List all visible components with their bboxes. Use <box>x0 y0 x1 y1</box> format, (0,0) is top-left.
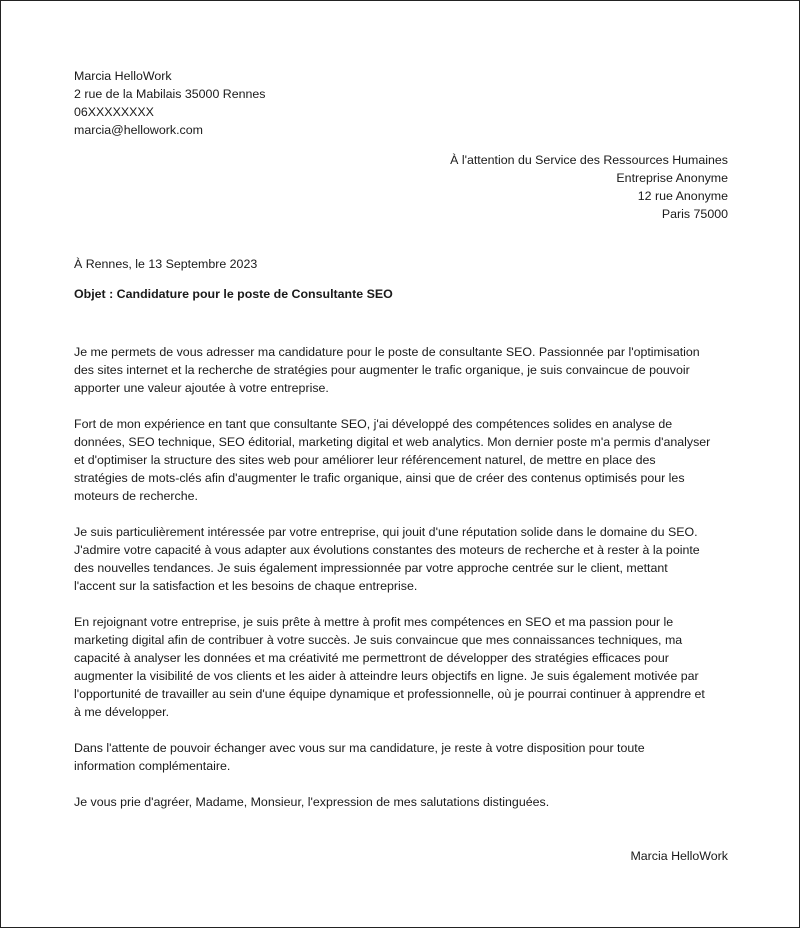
sender-name: Marcia HelloWork <box>74 69 172 83</box>
paragraph-line: stratégies de mots-clés afin d'augmenter le trafic organique, ainsi que de créer des contenus optimisés pour les <box>74 471 685 485</box>
sender-address: 2 rue de la Mabilais 35000 Rennes <box>74 87 266 101</box>
recipient-block <box>74 151 728 223</box>
recipient-city: Paris 75000 <box>661 207 728 221</box>
subject-line: Objet : Candidature pour le poste de Consultante SEO <box>74 287 393 301</box>
paragraph-line: données, SEO technique, SEO éditorial, marketing digital et web analytics. Mon dernier poste m'a permis d'analyser <box>74 435 711 449</box>
recipient-company: Entreprise Anonyme <box>616 171 728 185</box>
paragraph-line: En rejoignant votre entreprise, je suis prête à mettre à profit mes compétences en SEO et ma passion pour le <box>74 615 674 629</box>
signature: Marcia HelloWork <box>630 849 728 863</box>
paragraph-line: augmenter la visibilité de vos clients et les aider à atteindre leurs objectifs en ligne. Je suis également motivée par <box>74 669 699 683</box>
paragraph-line: Je me permets de vous adresser ma candidature pour le poste de consultante SEO. Passionnée par l'optimisation <box>74 345 700 359</box>
paragraph-line: apporter une valeur ajoutée à votre entreprise. <box>74 381 329 395</box>
recipient-attention: À l'attention du Service des Ressources Humaines <box>450 153 728 167</box>
paragraph-line: capacité à analyser les données et ma créativité me permettront de développer des stratégies efficaces pour <box>74 651 669 665</box>
recipient-street: 12 rue Anonyme <box>637 189 728 203</box>
paragraph-line: des sites internet et la recherche de stratégies pour augmenter le trafic organique, je suis convaincue de pouvoir <box>74 363 690 377</box>
paragraph-line: l'accent sur la satisfaction et les besoins de chaque entreprise. <box>74 579 418 593</box>
paragraph <box>74 613 728 721</box>
paragraph-line: l'opportunité de travailler au sein d'une équipe dynamique et professionnelle, où je pourrai continuer à apprendre et <box>74 687 705 701</box>
paragraph <box>74 415 728 505</box>
paragraph-line: information complémentaire. <box>74 759 231 773</box>
letter-body <box>74 343 728 829</box>
paragraph-line: Dans l'attente de pouvoir échanger avec vous sur ma candidature, je reste à votre disposition pour toute <box>74 741 645 755</box>
date-line: À Rennes, le 13 Septembre 2023 <box>74 257 258 271</box>
paragraph-line: Je suis particulièrement intéressée par votre entreprise, qui jouit d'une réputation solide dans le domaine du SEO. <box>74 525 698 539</box>
sender-phone: 06XXXXXXXX <box>74 105 154 119</box>
sender-email: marcia@hellowork.com <box>74 123 203 137</box>
paragraph-line: à me développer. <box>74 705 170 719</box>
paragraph-line: marketing digital afin de contribuer à votre succès. Je suis convaincue que mes connaissances techniques, ma <box>74 633 683 647</box>
paragraph-line: Je vous prie d'agréer, Madame, Monsieur, l'expression de mes salutations distinguées. <box>74 795 550 809</box>
paragraph <box>74 343 728 397</box>
paragraph-line: des nouvelles tendances. Je suis également impressionnée par votre approche centrée sur le client, mettant <box>74 561 668 575</box>
paragraph <box>74 739 728 775</box>
paragraph-line: moteurs de recherche. <box>74 489 198 503</box>
paragraph <box>74 793 728 811</box>
paragraph-line: et d'optimiser la structure des sites web pour améliorer leur référencement naturel, de mettre en place des <box>74 453 656 467</box>
sender-block <box>74 67 728 139</box>
paragraph-line: Fort de mon expérience en tant que consultante SEO, j'ai développé des compétences solides en analyse de <box>74 417 673 431</box>
paragraph <box>74 523 728 595</box>
paragraph-line: J'admire votre capacité à vous adapter aux évolutions constantes des moteurs de recherche et à rester à la pointe <box>74 543 700 557</box>
